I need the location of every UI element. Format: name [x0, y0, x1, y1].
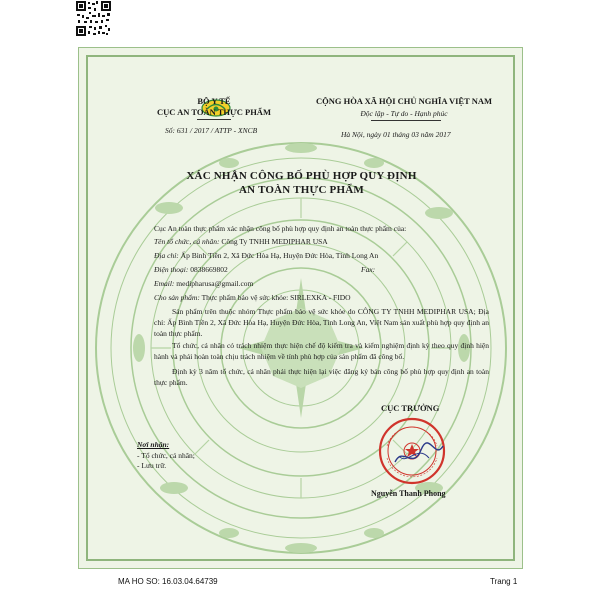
email-label: Email: [154, 279, 175, 288]
issue-date: Hà Nội, ngày 01 tháng 03 năm 2017 [341, 130, 451, 139]
recipient-item: - Tổ chức, cá nhân; [137, 451, 195, 460]
document-title-line2: AN TOÀN THỰC PHẨM [239, 184, 364, 196]
intro-text: Cục An toàn thực phẩm xác nhận công bố phù hợp quy định an toàn thực phẩm của: [154, 224, 407, 233]
ministry-name: BỘ Y TẾ [197, 96, 231, 106]
address-label: Địa chỉ: [154, 251, 179, 260]
email-line [154, 279, 253, 289]
fax-label: Fax: [361, 265, 376, 274]
qr-code [75, 0, 112, 37]
product-label: Cho sản phẩm: [154, 293, 200, 302]
product-value: Thực phẩm bảo vệ sức khỏe: SIRLEXKA - FIDO [199, 293, 351, 302]
phone-value: 0838669802 [188, 265, 228, 274]
paragraph-product-group: Sản phẩm trên thuộc nhóm Thực phẩm bảo vệ sức khỏe do CÔNG TY TNHH MEDIPHAR USA; Địa chỉ: Ấp Bình Tiền 2, Xã Đức Hòa Hạ, Huyện Đức Hòa, Tỉnh Long An, Việt Nam sản xuất phù hợp quy định an toàn thực phẩm. [154, 307, 489, 338]
email-value: medipharusa@gmail.com [174, 279, 254, 288]
signatory-name: Nguyễn Thanh Phong [371, 489, 446, 498]
phone-label: Điện thoại: [154, 265, 189, 274]
national-motto: Độc lập - Tự do - Hạnh phúc [360, 109, 448, 118]
product-line [154, 293, 351, 303]
agency-name: CỤC AN TOÀN THỰC PHẨM [157, 107, 271, 117]
organization-label: Tên tổ chức, cá nhân: [154, 237, 220, 246]
record-code: MA HO SO: 16.03.04.64739 [118, 577, 218, 586]
country-name: CỘNG HÒA XÃ HỘI CHỦ NGHĨA VIỆT NAM [315, 96, 493, 106]
document-title-line1: XÁC NHẬN CÔNG BỐ PHÙ HỢP QUY ĐỊNH [186, 170, 417, 182]
address-line [154, 251, 378, 261]
organization-value: Công Ty TNHH MEDIPHAR USA [219, 237, 328, 246]
paragraph-renewal: Định kỳ 3 năm tổ chức, cá nhân phải thực hiện lại việc đăng ký bản công bố phù hợp quy định an toàn thực phẩm. [154, 367, 489, 387]
signatory-title: CỤC TRƯỞNG [381, 403, 440, 413]
page-number: Trang 1 [490, 577, 518, 586]
organization-line [154, 237, 328, 247]
header-divider-right [371, 120, 441, 121]
official-seal [377, 416, 447, 486]
document-number: Số: 631 / 2017 / ATTP - XNCB [165, 126, 258, 135]
phone-line [154, 265, 228, 275]
header-divider-left [197, 119, 231, 120]
recipients-label: Nơi nhận: [137, 440, 170, 449]
certificate [78, 47, 523, 569]
paragraph-responsibility: Tổ chức, cá nhân có trách nhiệm thực hiện chế độ kiểm tra và kiểm nghiệm định kỳ theo quy định hiện hành và phải hoàn toàn chịu trách nhiệm về tính phù hợp của sản phẩm đã công bố. [154, 341, 489, 361]
address-value: Ấp Bình Tiền 2, Xã Đức Hòa Hạ, Huyện Đức Hòa, Tỉnh Long An [178, 251, 379, 260]
recipient-item: - Lưu trữ. [137, 461, 167, 470]
